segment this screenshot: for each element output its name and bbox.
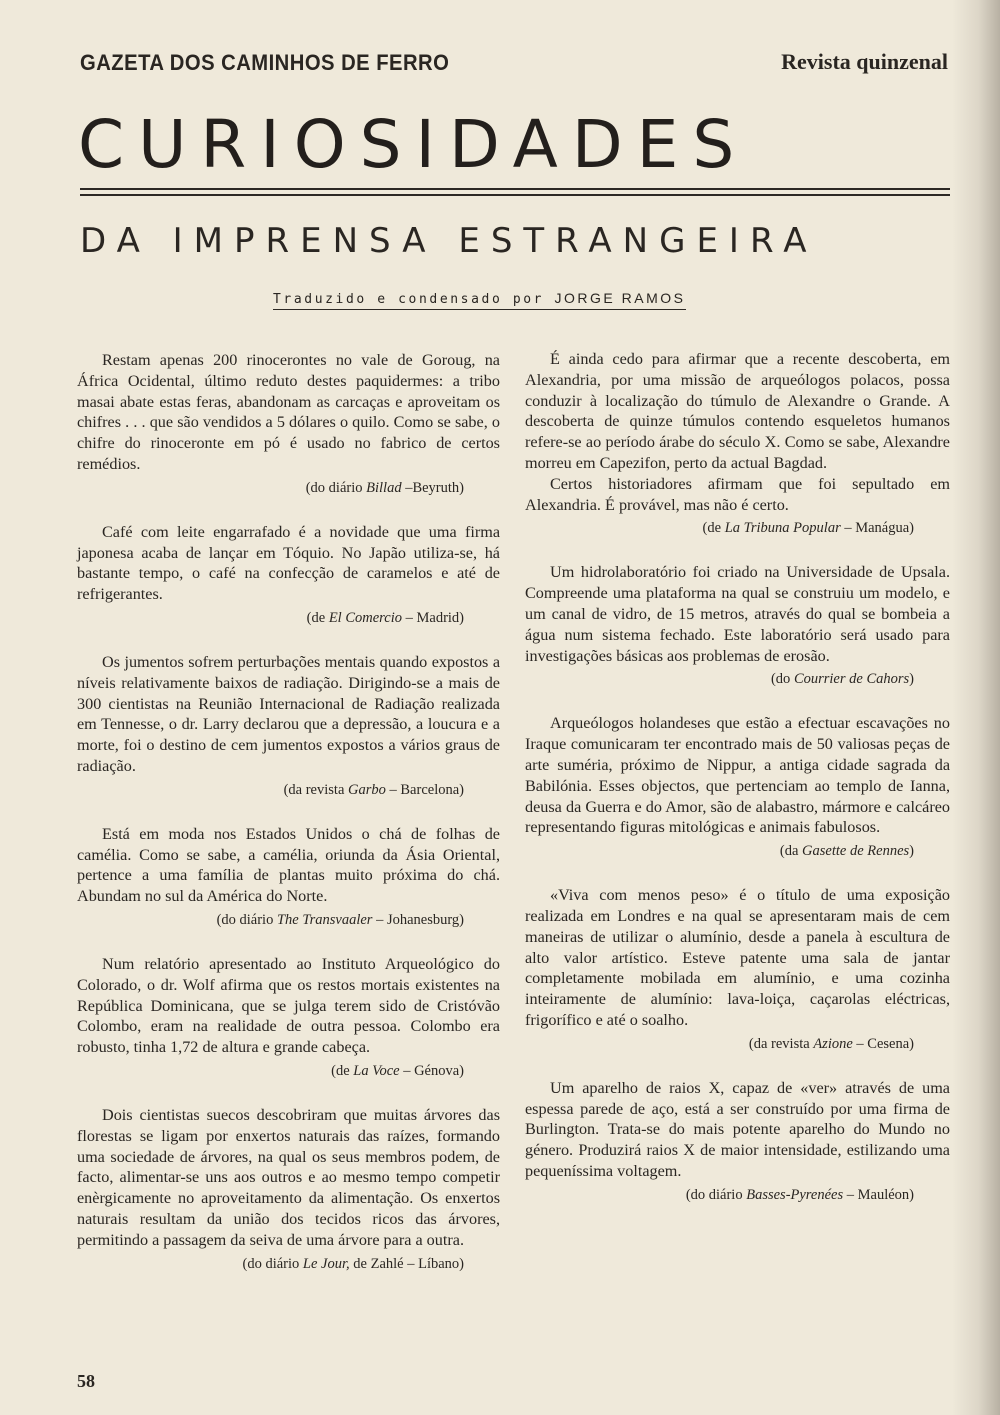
article-paragraph: Os jumentos sofrem perturbações mentais quando expostos a níveis relativamente baixos de radiação. Dirigindo-se a mais de 300 cientistas na Reunião Internacional de Radiação realizada em Tennesse, o dr. Larry declarou que a depressão, a loucura e a morte, foi o destino de cem jumentos expostos a vários graus de radiação.	[77, 652, 500, 775]
right-column	[525, 349, 950, 1205]
page-subtitle: DA IMPRENSA ESTRANGEIRA	[80, 221, 818, 261]
article-source	[77, 1254, 464, 1274]
source-location: – Barcelona)	[385, 781, 464, 798]
source-publication: Garbo	[348, 781, 386, 798]
article-gap	[77, 628, 500, 652]
article-paragraph: Está em moda nos Estados Unidos o chá de folhas de camélia. Como se sabe, a camélia, oriunda da Ásia Oriental, pertence a uma família de plantas muito próxima do chá. Abundam no sul da América do Norte.	[77, 824, 500, 906]
source-prefix: (de	[331, 1062, 354, 1079]
article-source	[525, 1034, 914, 1054]
article-item	[525, 562, 950, 689]
article-item	[77, 652, 500, 800]
article-source	[525, 518, 914, 538]
article-item	[525, 349, 950, 538]
publication-name: GAZETA DOS CAMINHOS DE FERRO	[80, 50, 450, 75]
left-column	[77, 350, 500, 1274]
source-publication: Basses-Pyrenées	[746, 1186, 844, 1203]
article-paragraph: «Viva com menos peso» é o título de uma exposição realizada em Londres e na qual se apresentaram mais de cem maneiras de utilizar o alumínio, desde a panela à escultura de alto valor artístico. Esteve patente uma sala de jantar completamente mobilada em alumínio, e uma cozinha inteiramente de alumínio: lava-loiça, caçarolas eléctricas, frigorífico e até o soalho.	[525, 886, 950, 1029]
article-paragraph: Restam apenas 200 rinocerontes no vale de Goroug, na África Ocidental, último reduto destes paquidermes: a tribo masai abate estas feras, abandonam as carcaças e aproveitam os chifres . . . que são vendidos a 5 dólares o quilo. Como se sabe, o chifre do rinoceronte em pó é usado no fabrico de certos remédios.	[77, 351, 500, 473]
source-prefix: (de	[306, 609, 329, 626]
source-prefix: (da revista	[283, 781, 349, 798]
source-prefix: (da revista	[748, 1035, 814, 1052]
article-source	[77, 608, 464, 628]
source-location: – Manágua)	[840, 520, 914, 537]
source-prefix: (da	[779, 843, 803, 860]
title-rule	[80, 194, 950, 196]
article-item	[77, 350, 500, 498]
source-prefix: (do diário	[685, 1186, 747, 1203]
source-publication: La Tribuna Popular	[724, 520, 841, 537]
article-source	[77, 780, 464, 800]
article-paragraph: Dois cientistas suecos descobriram que muitas árvores das florestas se ligam por enxertos naturais das raízes, formando uma sociedade de árvores, na qual os seus membros podem, de facto, alimentar-se uns aos outros e ao mesmo tempo competir enèrgicamente no aproveitamento da alimentação. Os enxertos naturais resultam da união dos tecidos ricos das árvores, permitindo a passagem da seiva de uma árvore para a outra.	[77, 1105, 500, 1249]
article-source	[77, 478, 464, 498]
source-location: – Johanesburg)	[372, 911, 464, 928]
article-gap	[525, 689, 950, 713]
article-paragraph: Num relatório apresentado ao Instituto Arqueológico do Colorado, o dr. Wolf afirma que os restos mortais existentes na República Dominicana, que se julga terem sido de Cristóvão Colombo, eram na realidade de outra pessoa. Colombo era robusto, tinha 1,72 de altura e grande cabeça.	[77, 954, 500, 1057]
article-item	[525, 1078, 950, 1205]
source-prefix: (do diário	[305, 479, 367, 496]
source-location: – Mauléon)	[843, 1186, 914, 1203]
byline	[273, 290, 686, 310]
source-publication: Le Jour,	[302, 1255, 350, 1272]
article-gap	[525, 538, 950, 562]
article-gap	[525, 1054, 950, 1078]
source-location: )	[909, 671, 914, 688]
source-prefix: (do	[770, 671, 794, 688]
source-publication: Azione	[813, 1035, 853, 1052]
article-source	[77, 1061, 464, 1081]
article-paragraph: Certos historiadores afirmam que foi sepultado em Alexandria. É provável, mas não é certo.	[525, 474, 950, 514]
source-location: )	[909, 843, 914, 860]
article-source	[77, 910, 464, 930]
article-paragraph: Um hidrolaboratório foi criado na Universidade de Upsala. Compreende uma plataforma na qual se construiu um modelo, e um canal de vidro, de 15 metros, através do qual se bombeia a água num sistema fechado. Este laboratório será usado para investigações básicas aos problemas de erosão.	[525, 563, 950, 665]
source-publication: Billad	[366, 479, 402, 496]
source-publication: El Comercio	[328, 609, 402, 626]
source-prefix: (de	[702, 520, 725, 537]
source-location: – Madrid)	[401, 609, 464, 626]
byline-author: JORGE RAMOS	[554, 290, 686, 306]
source-location: –Beyruth)	[401, 479, 464, 496]
article-gap	[525, 861, 950, 885]
page-number: 58	[77, 1371, 95, 1391]
source-publication: The Transvaaler	[276, 911, 373, 928]
source-location: – Génova)	[399, 1062, 464, 1079]
source-publication: Gasette de Rennes	[802, 843, 910, 860]
article-paragraph: É ainda cedo para afirmar que a recente descoberta, em Alexandria, por uma missão de arqueólogos polacos, possa conduzir à localização do túmulo de Alexandre o Grande. A descoberta de quinze túmulos contendo esqueletos humanos refere-se ao período árabe do século X. Como se sabe, Alexandre morreu em Capezifon, perto da actual Bagdad.	[525, 350, 950, 472]
article-item	[77, 522, 500, 628]
article-paragraph: Café com leite engarrafado é a novidade que uma firma japonesa acaba de lançar em Tóquio. No Japão utiliza-se, há bastante tempo, o café na confecção de caramelos e até de refrigerantes.	[77, 522, 500, 604]
article-item	[77, 824, 500, 930]
source-publication: Courrier de Cahors	[793, 671, 910, 688]
article-gap	[77, 1081, 500, 1105]
article-gap	[77, 498, 500, 522]
source-publication: La Voce	[353, 1062, 400, 1079]
article-source	[525, 669, 914, 689]
source-location: – Cesena)	[852, 1035, 914, 1052]
title-rule	[80, 188, 950, 190]
source-prefix: (do diário	[242, 1255, 303, 1272]
article-item	[525, 885, 950, 1054]
source-location: de Zahlé – Líbano)	[349, 1255, 464, 1272]
source-prefix: (do diário	[216, 911, 277, 928]
article-gap	[77, 930, 500, 954]
page-edge-shadow	[952, 0, 1000, 1415]
article-gap	[77, 800, 500, 824]
article-item	[77, 1105, 500, 1274]
article-paragraph: Um aparelho de raios X, capaz de «ver» através de uma espessa parede de aço, está a ser construído por uma firma de Burlington. Trata-se do mais potente aparelho do Mundo no género. Produzirá raios X de maior intensidade, estilizando uma pequeníssima voltagem.	[525, 1078, 950, 1180]
article-source	[525, 841, 914, 861]
article-source	[525, 1185, 914, 1205]
article-item	[77, 954, 500, 1081]
publication-frequency: Revista quinzenal	[781, 49, 948, 74]
byline-prefix: Traduzido e condensado por	[273, 292, 545, 307]
article-paragraph: Arqueólogos holandeses que estão a efectuar escavações no Iraque comunicaram ter encontrado mais de 50 valiosas peças de arte suméria, próximo de Nippur, a antiga cidade sagrada da Babilónia. Esses objectos, que pertenciam ao templo de Ianna, deusa da Guerra e do Amor, são de alabastro, mármore e calcáreo representando figuras mitológicas e animais fabulosos.	[525, 714, 950, 837]
page-title: CURIOSIDADES	[78, 106, 749, 183]
article-item	[525, 713, 950, 861]
